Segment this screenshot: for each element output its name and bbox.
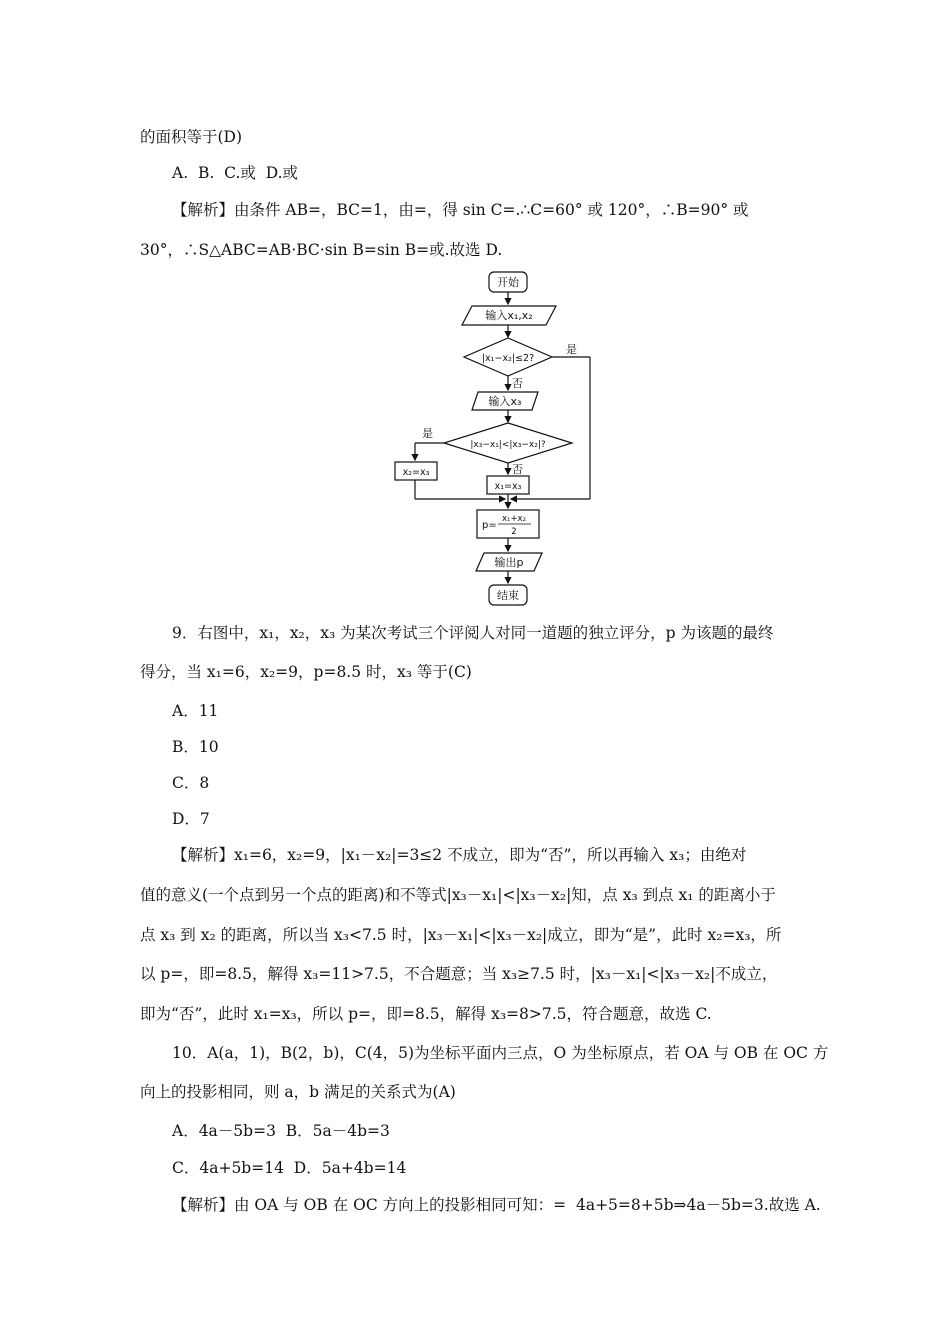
assign-right-label: x₁=x₃ [494, 481, 522, 492]
text-line-3: 【解析】由条件 AB=，BC=1，由=，得 sin C=.∴C=60° 或 120°，∴B=90° 或 [172, 201, 749, 219]
text-line-19: C．4a+5b=14 D．5a+4b=14 [172, 1159, 407, 1177]
text-line-2: A. B. C.或 D.或 [172, 164, 299, 182]
input1-label: 输入x₁,x₂ [485, 309, 533, 322]
cond2-label: |x₃−x₁|<|x₃−x₂|? [470, 440, 546, 450]
text-line-13: 点 x₃ 到 x₂ 的距离，所以当 x₃<7.5 时，|x₃－x₁|<|x₃－x₂|成立，即为“是”，此时 x₂=x₃，所 [140, 926, 782, 944]
text-line-9: C．8 [172, 774, 210, 792]
no-label-2: 否 [512, 463, 523, 476]
output-label: 输出p [494, 556, 524, 569]
text-line-7: A．11 [172, 702, 219, 720]
flowchart [380, 266, 620, 611]
text-line-11: 【解析】x₁=6，x₂=9，|x₁－x₂|=3≤2 不成立，即为“否”，所以再输入 x₃；由绝对 [172, 846, 747, 864]
text-line-8: B．10 [172, 738, 219, 756]
text-line-20: 【解析】由 OA 与 OB 在 OC 方向上的投影相同可知：= 4a+5=8+5b⇒4a－5b=3.故选 A. [172, 1196, 821, 1214]
text-line-6: 得分，当 x₁=6，x₂=9，p=8.5 时，x₃ 等于(C) [140, 663, 472, 681]
text-line-17: 向上的投影相同，则 a，b 满足的关系式为(A) [140, 1083, 456, 1101]
formula-numerator: x₁+x₂ [502, 514, 526, 524]
yes-label-1: 是 [566, 343, 577, 356]
assign-left-label: x₂=x₃ [402, 467, 430, 478]
text-line-4: 30°，∴S△ABC=AB·BC·sin B=sin B=或.故选 D. [140, 241, 503, 259]
text-line-1: 的面积等于(D) [140, 128, 243, 146]
no-label-1: 否 [512, 377, 523, 390]
start-label: 开始 [497, 276, 519, 289]
text-line-16: 10．A(a，1)，B(2，b)，C(4，5)为坐标平面内三点，O 为坐标原点，若 OA 与 OB 在 OC 方 [172, 1044, 829, 1062]
end-label: 结束 [497, 589, 519, 602]
text-line-15: 即为“否”，此时 x₁=x₃，所以 p=，即=8.5，解得 x₃=8>7.5，符合题意，故选 C. [140, 1005, 712, 1023]
cond1-label: |x₁−x₂|≤2? [481, 353, 535, 364]
text-line-14: 以 p=，即=8.5，解得 x₃=11>7.5，不合题意；当 x₃≥7.5 时，|x₃－x₁|<|x₃－x₂|不成立， [140, 965, 778, 983]
yes-label-2: 是 [422, 427, 433, 440]
input3-label: 输入x₃ [488, 395, 522, 408]
text-line-18: A．4a－5b=3 B．5a－4b=3 [172, 1122, 390, 1140]
text-line-10: D．7 [172, 810, 210, 828]
formula-denominator: 2 [511, 527, 517, 537]
text-line-12: 值的意义(一个点到另一个点的距离)和不等式|x₃－x₁|<|x₃－x₂|知，点 x₃ 到点 x₁ 的距离小于 [140, 886, 776, 904]
formula-p-label: p= [482, 520, 497, 531]
text-line-5: 9．右图中，x₁，x₂，x₃ 为某次考试三个评阅人对同一道题的独立评分，p 为该题的最终 [172, 624, 774, 642]
